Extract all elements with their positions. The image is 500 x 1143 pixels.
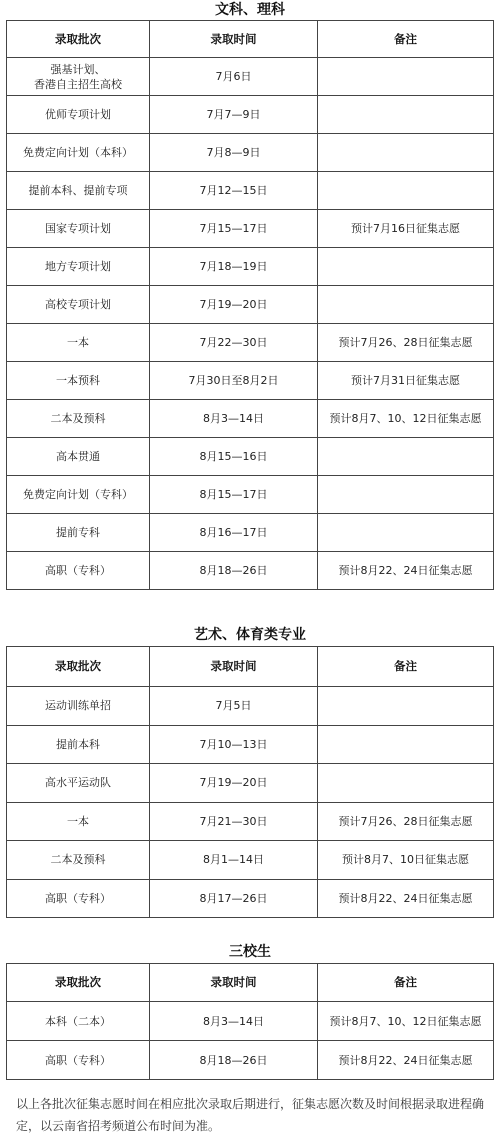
cell-batch: 强基计划、 香港自主招生高校 [7,58,150,96]
cell-time: 7月7—9日 [150,96,318,134]
schedule-table [6,20,494,590]
cell-batch: 免费定向计划（专科） [7,476,150,514]
cell-time: 8月3—14日 [150,400,318,438]
cell-time: 8月18—26日 [150,1041,318,1080]
cell-batch: 高职（专科） [7,552,150,590]
cell-time: 8月18—26日 [150,552,318,590]
table-row [7,879,494,918]
table-row [7,687,494,726]
table-header-row [7,21,494,58]
cell-remark [318,514,494,552]
table-row [7,514,494,552]
cell-time: 7月21—30日 [150,802,318,841]
table-row [7,286,494,324]
table-row [7,841,494,880]
table-header-row [7,647,494,687]
table-row [7,362,494,400]
table-row [7,96,494,134]
cell-time: 7月12—15日 [150,172,318,210]
cell-remark: 预计8月22、24日征集志愿 [318,1041,494,1080]
header-time: 录取时间 [150,964,318,1002]
table-body [7,58,494,590]
cell-remark [318,764,494,803]
cell-remark [318,476,494,514]
table-row [7,400,494,438]
cell-time: 7月15—17日 [150,210,318,248]
cell-remark [318,172,494,210]
table-row [7,324,494,362]
table-row [7,802,494,841]
cell-remark [318,687,494,726]
cell-time: 7月10—13日 [150,725,318,764]
cell-remark [318,438,494,476]
cell-batch: 提前本科 [7,725,150,764]
cell-time: 8月16—17日 [150,514,318,552]
cell-time: 7月19—20日 [150,286,318,324]
table-row [7,58,494,96]
header-time: 录取时间 [150,647,318,687]
section-three-school [0,941,500,1080]
table-row [7,1002,494,1041]
cell-batch: 二本及预科 [7,400,150,438]
section-title: 文科、理科 [215,2,285,18]
cell-remark: 预计7月26、28日征集志愿 [318,324,494,362]
cell-remark: 预计8月7、10日征集志愿 [318,841,494,880]
table-row [7,248,494,286]
table-row [7,552,494,590]
cell-batch: 一本 [7,324,150,362]
cell-batch: 高水平运动队 [7,764,150,803]
cell-time: 8月17—26日 [150,879,318,918]
header-time: 录取时间 [150,21,318,58]
schedule-table [6,963,494,1080]
cell-remark [318,134,494,172]
header-batch: 录取批次 [7,964,150,1002]
cell-remark [318,286,494,324]
cell-time: 7月5日 [150,687,318,726]
cell-time: 7月19—20日 [150,764,318,803]
cell-batch: 提前专科 [7,514,150,552]
cell-remark: 预计8月7、10、12日征集志愿 [318,400,494,438]
section-title: 艺术、体育类专业 [194,627,306,643]
footer-note: 以上各批次征集志愿时间在相应批次录取后期进行，征集志愿次数及时间根据录取进程确定，以云南省招考频道公布时间为准。 [16,1097,485,1133]
cell-remark: 预计7月16日征集志愿 [318,210,494,248]
table-body [7,687,494,918]
table-row [7,134,494,172]
table-row [7,476,494,514]
cell-remark [318,58,494,96]
cell-time: 7月18—19日 [150,248,318,286]
table-row [7,172,494,210]
cell-time: 8月15—16日 [150,438,318,476]
cell-batch: 提前本科、提前专项 [7,172,150,210]
cell-time: 7月22—30日 [150,324,318,362]
cell-batch: 一本 [7,802,150,841]
cell-batch: 高职（专科） [7,1041,150,1080]
cell-batch: 高校专项计划 [7,286,150,324]
cell-time: 8月1—14日 [150,841,318,880]
cell-time: 7月6日 [150,58,318,96]
table-body [7,1002,494,1080]
cell-remark [318,248,494,286]
header-batch: 录取批次 [7,647,150,687]
table-row [7,764,494,803]
cell-batch: 高本贯通 [7,438,150,476]
header-remark: 备注 [318,964,494,1002]
cell-remark: 预计8月22、24日征集志愿 [318,552,494,590]
header-remark: 备注 [318,21,494,58]
cell-batch: 本科（二本） [7,1002,150,1041]
cell-remark: 预计8月22、24日征集志愿 [318,879,494,918]
cell-remark [318,96,494,134]
cell-batch: 运动训练单招 [7,687,150,726]
cell-remark: 预计7月31日征集志愿 [318,362,494,400]
section-title: 三校生 [229,944,271,960]
cell-batch: 优师专项计划 [7,96,150,134]
table-row [7,725,494,764]
cell-time: 8月15—17日 [150,476,318,514]
table-row [7,1041,494,1080]
table-row [7,438,494,476]
cell-batch: 免费定向计划（本科） [7,134,150,172]
cell-remark [318,725,494,764]
cell-batch: 国家专项计划 [7,210,150,248]
cell-remark: 预计7月26、28日征集志愿 [318,802,494,841]
cell-time: 8月3—14日 [150,1002,318,1041]
cell-time: 7月30日至8月2日 [150,362,318,400]
cell-remark: 预计8月7、10、12日征集志愿 [318,1002,494,1041]
cell-batch: 高职（专科） [7,879,150,918]
cell-batch: 二本及预科 [7,841,150,880]
cell-time: 7月8—9日 [150,134,318,172]
cell-batch: 一本预科 [7,362,150,400]
schedule-table [6,646,494,918]
table-header-row [7,964,494,1002]
section-arts-sports [0,624,500,918]
table-row [7,210,494,248]
cell-batch: 地方专项计划 [7,248,150,286]
header-remark: 备注 [318,647,494,687]
header-batch: 录取批次 [7,21,150,58]
